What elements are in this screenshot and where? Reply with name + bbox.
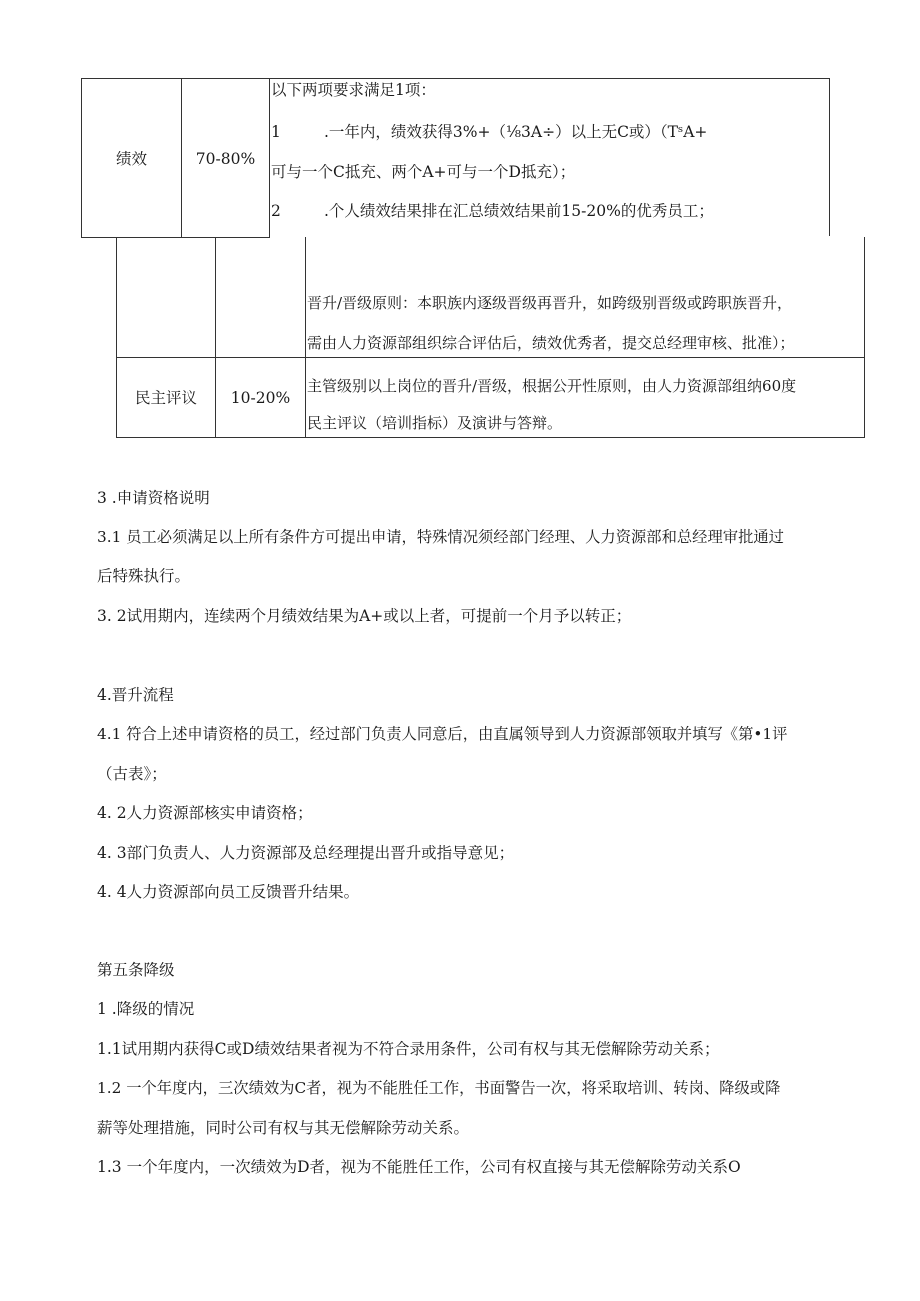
democratic-review-line1: 主管级别以上岗位的晋升/晋级，根据公开性原则，由人力资源部组纳60度 xyxy=(307,377,797,395)
row-weight-performance: 70-80% xyxy=(195,150,256,168)
requirement-1-number: 1 xyxy=(271,123,281,141)
section-heading: 第五条降级 xyxy=(97,961,175,979)
requirement-intro: 以下两项要求满足1项： xyxy=(271,81,436,99)
paragraph: 1.1试用期内获得C或D绩效结果者视为不符合录用条件，公司有权与其无偿解除劳动关系； xyxy=(97,1040,720,1058)
paragraph: 薪等处理措施，同时公司有权与其无偿解除劳动关系。 xyxy=(97,1119,470,1137)
table-border xyxy=(116,437,865,438)
paragraph: 4. 4人力资源部向员工反馈晋升结果。 xyxy=(97,883,360,901)
requirement-2-line1: .个人绩效结果排在汇总绩效结果前15-20%的优秀员工； xyxy=(324,202,714,220)
paragraph: 4. 2人力资源部核实申请资格； xyxy=(97,804,313,822)
table-border xyxy=(81,78,830,79)
requirement-1-line1: .一年内，绩效获得3%+（⅛3A÷）以上无C或）（TˢA+ xyxy=(324,123,708,141)
paragraph: 1.2 一个年度内，三次绩效为C者，视为不能胜任工作，书面警告一次，将采取培训、转岗、降级或降 xyxy=(97,1079,781,1097)
row-label-performance: 绩效 xyxy=(115,150,147,168)
row-weight-democratic-review: 10-20% xyxy=(230,389,291,407)
table-border xyxy=(116,357,865,358)
paragraph: 后特殊执行。 xyxy=(97,567,191,585)
paragraph: （古表》； xyxy=(97,765,167,783)
paragraph: 4.1 符合上述申请资格的员工，经过部门负责人同意后，由直属领导到人力资源部领取并填写《第•1评 xyxy=(97,725,788,743)
paragraph: 4. 3部门负责人、人力资源部及总经理提出晋升或指导意见； xyxy=(97,844,515,862)
table-border xyxy=(269,78,270,238)
table-border xyxy=(81,237,270,238)
table-border xyxy=(829,78,830,236)
section-heading: 4.晋升流程 xyxy=(97,686,174,704)
subsection-heading: 1 .降级的情况 xyxy=(97,1000,195,1018)
requirement-1-line2: 可与一个C抵充、两个A+可与一个D抵充）； xyxy=(271,163,576,181)
table-border xyxy=(864,237,865,438)
paragraph: 1.3 一个年度内，一次绩效为D者，视为不能胜任工作，公司有权直接与其无偿解除劳动关系O xyxy=(97,1158,741,1176)
promotion-principle-line1: 晋升/晋级原则：本职族内逐级晋级再晋升，如跨级别晋级或跨职族晋升， xyxy=(307,294,793,312)
paragraph: 3.1 员工必须满足以上所有条件方可提出申请，特殊情况须经部门经理、人力资源部和总经理审批通过 xyxy=(97,528,784,546)
table-border xyxy=(305,237,306,438)
paragraph: 3. 2试用期内，连续两个月绩效结果为A+或以上者，可提前一个月予以转正； xyxy=(97,607,632,625)
requirement-2-number: 2 xyxy=(271,202,281,220)
section-heading: 3 .申请资格说明 xyxy=(97,489,210,507)
row-label-democratic-review: 民主评议 xyxy=(134,389,197,407)
democratic-review-line2: 民主评议（培训指标）及演讲与答辩。 xyxy=(307,414,563,432)
promotion-principle-line2: 需由人力资源部组织综合评估后，绩效优秀者，提交总经理审核、批准）； xyxy=(307,334,795,352)
